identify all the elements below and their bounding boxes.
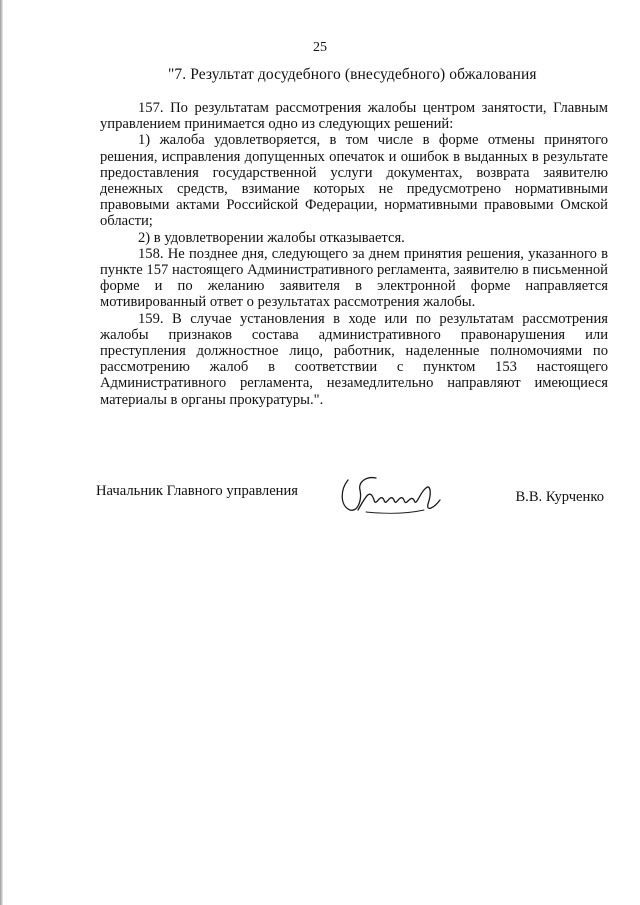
signatory-position: Начальник Главного управления xyxy=(96,483,299,499)
paragraph-158: 158. Не позднее дня, следующего за днем принятия решения, указанного в пункте 157 настоящего Административного регламента, заявителю в письменной форме и по желанию заявителя в электронной форме направляется мотивированный ответ о результатах рассмотрения жалобы. xyxy=(100,245,608,311)
handwritten-signature xyxy=(336,470,446,520)
paragraph-157: 157. По результатам рассмотрения жалобы центром занятости, Главным управлением принимается одно из следующих решений: xyxy=(100,100,608,133)
signature-block xyxy=(96,470,604,530)
page-number: 25 xyxy=(313,40,327,55)
section-title: "7. Результат досудебного (внесудебного) обжалования xyxy=(168,66,537,83)
paragraph-159: 159. В случае установления в ходе или по результатам рассмотрения жалобы признаков состава административного правонарушения или преступления должностное лицо, работник, наделенные полномочиями по рассмотрению жалоб в соответствии с пунктом 153 настоящего Административного регламента, незамедлительно направляют имеющиеся материалы в органы прокуратуры.". xyxy=(100,310,608,408)
signatory-name: В.В. Курченко xyxy=(515,489,604,505)
document-body xyxy=(100,100,608,408)
paragraph-157-item-1: 1) жалоба удовлетворяется, в том числе в форме отмены принятого решения, исправления допущенных опечаток и ошибок в выданных в результате предоставления государственной услуги документах, возврата заявителю денежных средств, взимание которых не предусмотрено нормативными правовыми актами Российской Федерации, нормативными правовыми Омской области; xyxy=(100,132,608,230)
paragraph-157-item-2: 2) в удовлетворении жалобы отказывается. xyxy=(138,229,405,246)
scan-edge xyxy=(0,0,3,905)
